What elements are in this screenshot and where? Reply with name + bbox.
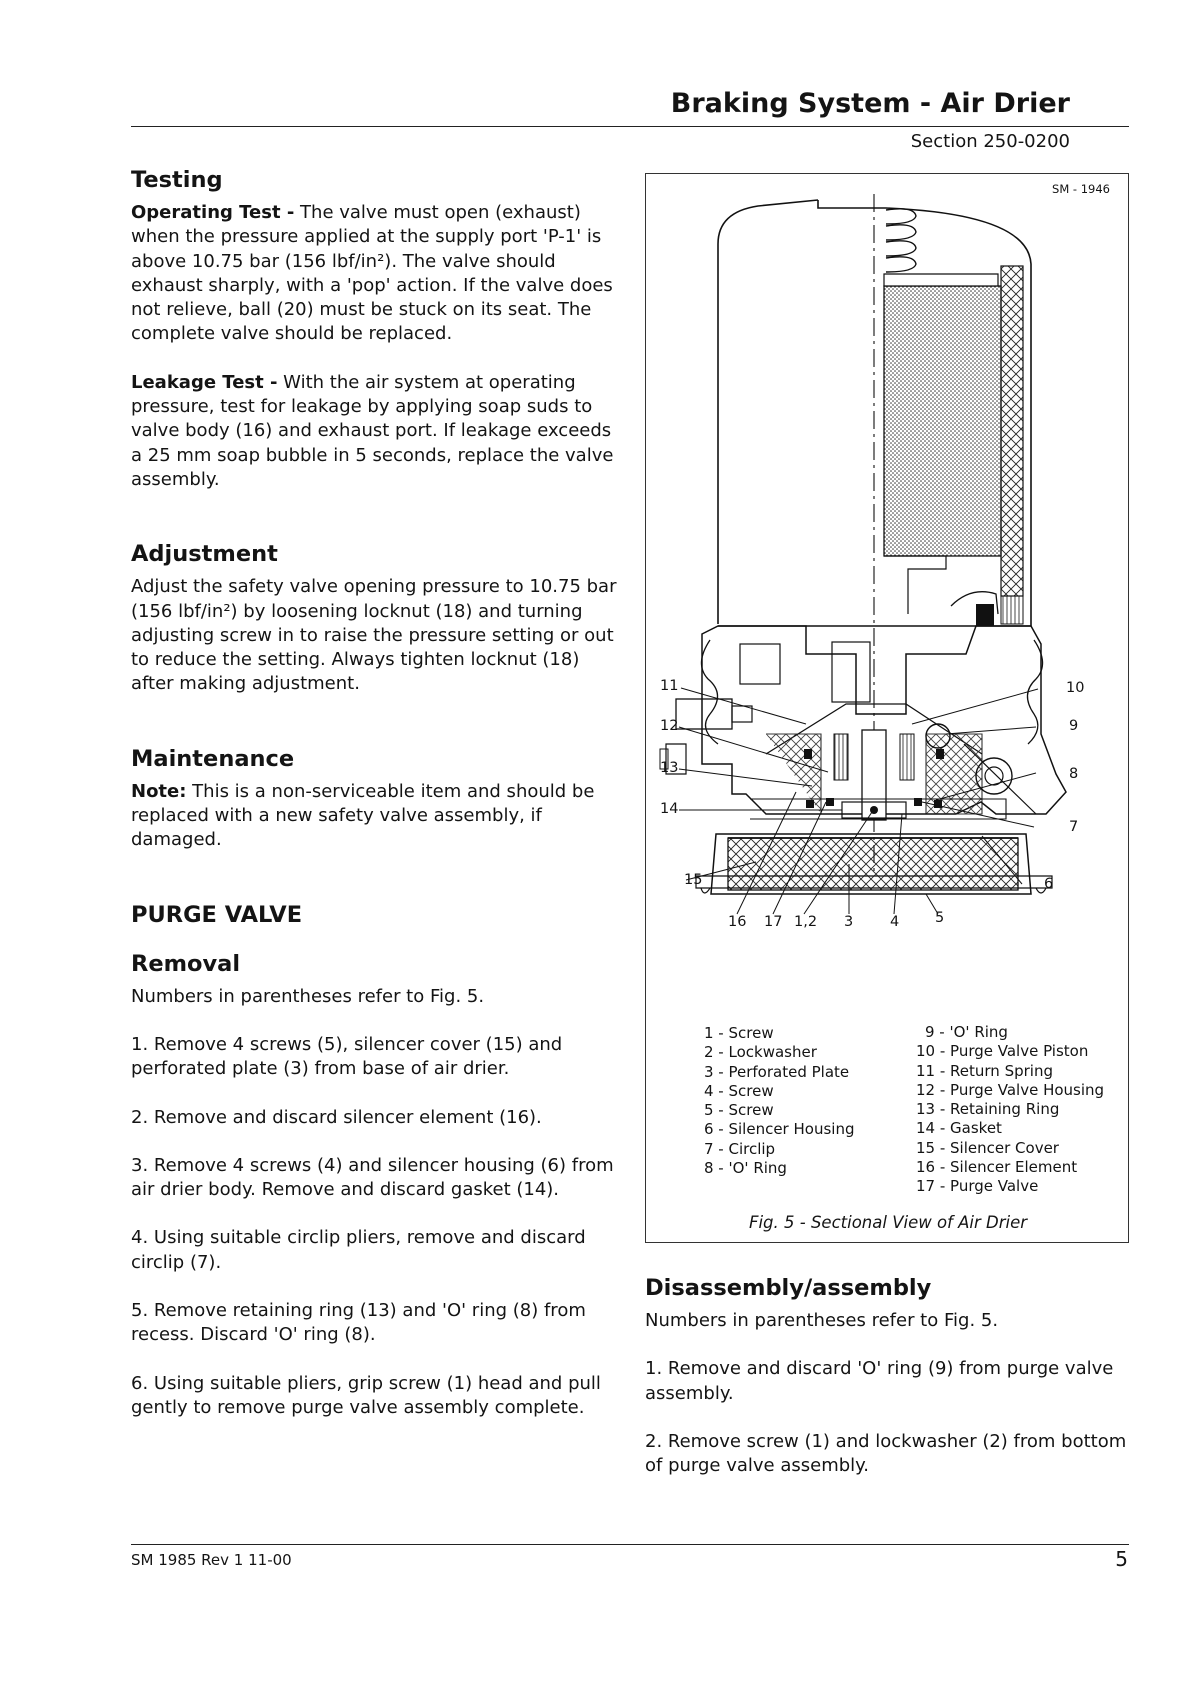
footer-doc-id: SM 1985 Rev 1 11-00 (131, 1551, 292, 1569)
legend-item: 5 - Screw (704, 1101, 774, 1120)
removal-step: 2. Remove and discard silencer element (16). (131, 1106, 542, 1128)
legend-item: 1 - Screw (704, 1024, 774, 1042)
callout-label: 16 (728, 914, 747, 930)
canister-outline-left (718, 200, 818, 624)
callout-label: 7 (1069, 819, 1079, 835)
right-column (645, 1274, 1129, 1502)
legend-item: 8 - 'O' Ring (704, 1159, 787, 1178)
operating-test-text: The valve must open (exhaust) when the pressure applied at the supply port 'P-1' is above 10.75 bar (156 lbf/in²). The valve should exhaust sharply, with a 'pop' action. If the valve does not relieve, ball (20) must be stuck on its seat. The complete valve should be replaced. (131, 202, 613, 345)
figure-5-box (645, 173, 1129, 1243)
figure-code: SM - 1946 (1052, 182, 1110, 196)
disassembly-step: 2. Remove screw (1) and lockwasher (2) from bottom of purge valve assembly. (645, 1430, 1127, 1477)
callout-label: 14 (660, 801, 679, 817)
figure-caption: Fig. 5 - Sectional View of Air Drier (748, 1213, 1028, 1232)
legend-item: 12 - Purge Valve Housing (916, 1080, 1105, 1099)
filter-element (1001, 266, 1023, 596)
legend-item: 2 - Lockwasher (704, 1043, 817, 1062)
legend-item: 4 - Screw (704, 1081, 774, 1100)
callout-label: 4 (890, 914, 900, 930)
callout-label: 13 (660, 760, 679, 776)
desiccant-cartridge (884, 286, 1001, 556)
removal-step: 1. Remove 4 screws (5), silencer cover (15) and perforated plate (3) from base of air drier. (131, 1033, 563, 1080)
callout-label: 8 (1069, 766, 1079, 782)
removal-step: 6. Using suitable pliers, grip screw (1) head and pull gently to remove purge valve assembly complete. (131, 1372, 601, 1418)
removal-intro: Numbers in parentheses refer to Fig. 5. (131, 985, 485, 1007)
removal-step: 4. Using suitable circlip pliers, remove and discard circlip (7). (131, 1227, 586, 1273)
legend-item: 9 - 'O' Ring (925, 1023, 1008, 1041)
callout-label: 12 (660, 718, 679, 734)
leakage-test-paragraph (131, 371, 617, 492)
page-title: Braking System - Air Drier (670, 88, 1070, 119)
legend-item: 7 - Circlip (704, 1139, 776, 1158)
operating-test-label: Operating Test - (131, 202, 295, 223)
operating-test-paragraph (131, 201, 617, 347)
callout-label: 6 (1044, 876, 1054, 892)
callout-label: 15 (684, 872, 703, 888)
legend-item: 11 - Return Spring (916, 1061, 1053, 1080)
testing-heading: Testing (131, 167, 223, 193)
callout-label: 9 (1069, 718, 1079, 734)
legend-item: 10 - Purge Valve Piston (916, 1042, 1089, 1061)
maintenance-heading: Maintenance (131, 745, 295, 772)
callout-label: 11 (660, 678, 679, 694)
leakage-test-label: Leakage Test - (131, 371, 278, 393)
legend-item: 14 - Gasket (916, 1119, 1002, 1138)
silencer-element (728, 838, 1018, 890)
section-number: Section 250-0200 (910, 131, 1070, 152)
legend-item: 17 - Purge Valve (916, 1177, 1039, 1196)
callout-label: 17 (764, 914, 783, 930)
removal-step: 3. Remove 4 screws (4) and silencer housing (6) from air drier body. Remove and discard gasket (14). (131, 1154, 614, 1201)
legend-item: 15 - Silencer Cover (916, 1138, 1059, 1157)
removal-heading: Removal (131, 950, 241, 977)
canister-spring (886, 209, 916, 272)
callout-label: 3 (844, 914, 854, 930)
disassembly-intro: Numbers in parentheses refer to Fig. 5. (645, 1310, 999, 1331)
adjustment-heading: Adjustment (131, 541, 278, 568)
legend-right (916, 1023, 1104, 1197)
leakage-test-text: With the air system at operating pressure, test for leakage by applying soap suds to valve body (16) and exhaust port. If leakage exceeds a 25 mm soap bubble in 5 seconds, replace the valve assembly. (131, 371, 614, 490)
note-paragraph (131, 780, 617, 853)
note-label: Note: (131, 780, 187, 802)
return-spring (834, 734, 848, 780)
adjustment-paragraph: Adjust the safety valve opening pressure to 10.75 bar (156 lbf/in²) by loosening locknut (18) and turning adjusting screw in to raise the pressure setting or out to reduce the setting. Always tighten locknut (18) after making adjustment. (131, 576, 617, 695)
footer-rule (131, 1544, 1129, 1545)
canister-seal (976, 604, 994, 626)
removal-step: 5. Remove retaining ring (13) and 'O' ring (8) from recess. Discard 'O' ring (8). (131, 1300, 586, 1346)
callout-label: 10 (1066, 680, 1085, 696)
disassembly-step: 1. Remove and discard 'O' ring (9) from purge valve assembly. (645, 1358, 1114, 1404)
legend-item: 3 - Perforated Plate (704, 1062, 850, 1081)
purge-valve-heading: PURGE VALVE (131, 901, 303, 928)
callout-label: 5 (935, 910, 945, 926)
legend-item: 16 - Silencer Element (916, 1158, 1078, 1177)
left-column (131, 166, 617, 1444)
legend-left (704, 1024, 854, 1178)
header-rule (131, 126, 1129, 127)
callout-label: 1,2 (794, 914, 818, 930)
outlet-fitting (676, 699, 732, 729)
legend-item: 6 - Silencer Housing (704, 1120, 855, 1139)
page-number: 5 (1115, 1547, 1128, 1571)
legend-item: 13 - Retaining Ring (916, 1100, 1060, 1119)
disassembly-heading: Disassembly/assembly (645, 1275, 932, 1301)
note-text: This is a non-serviceable item and should be replaced with a new safety valve assembly, if damaged. (131, 780, 595, 851)
